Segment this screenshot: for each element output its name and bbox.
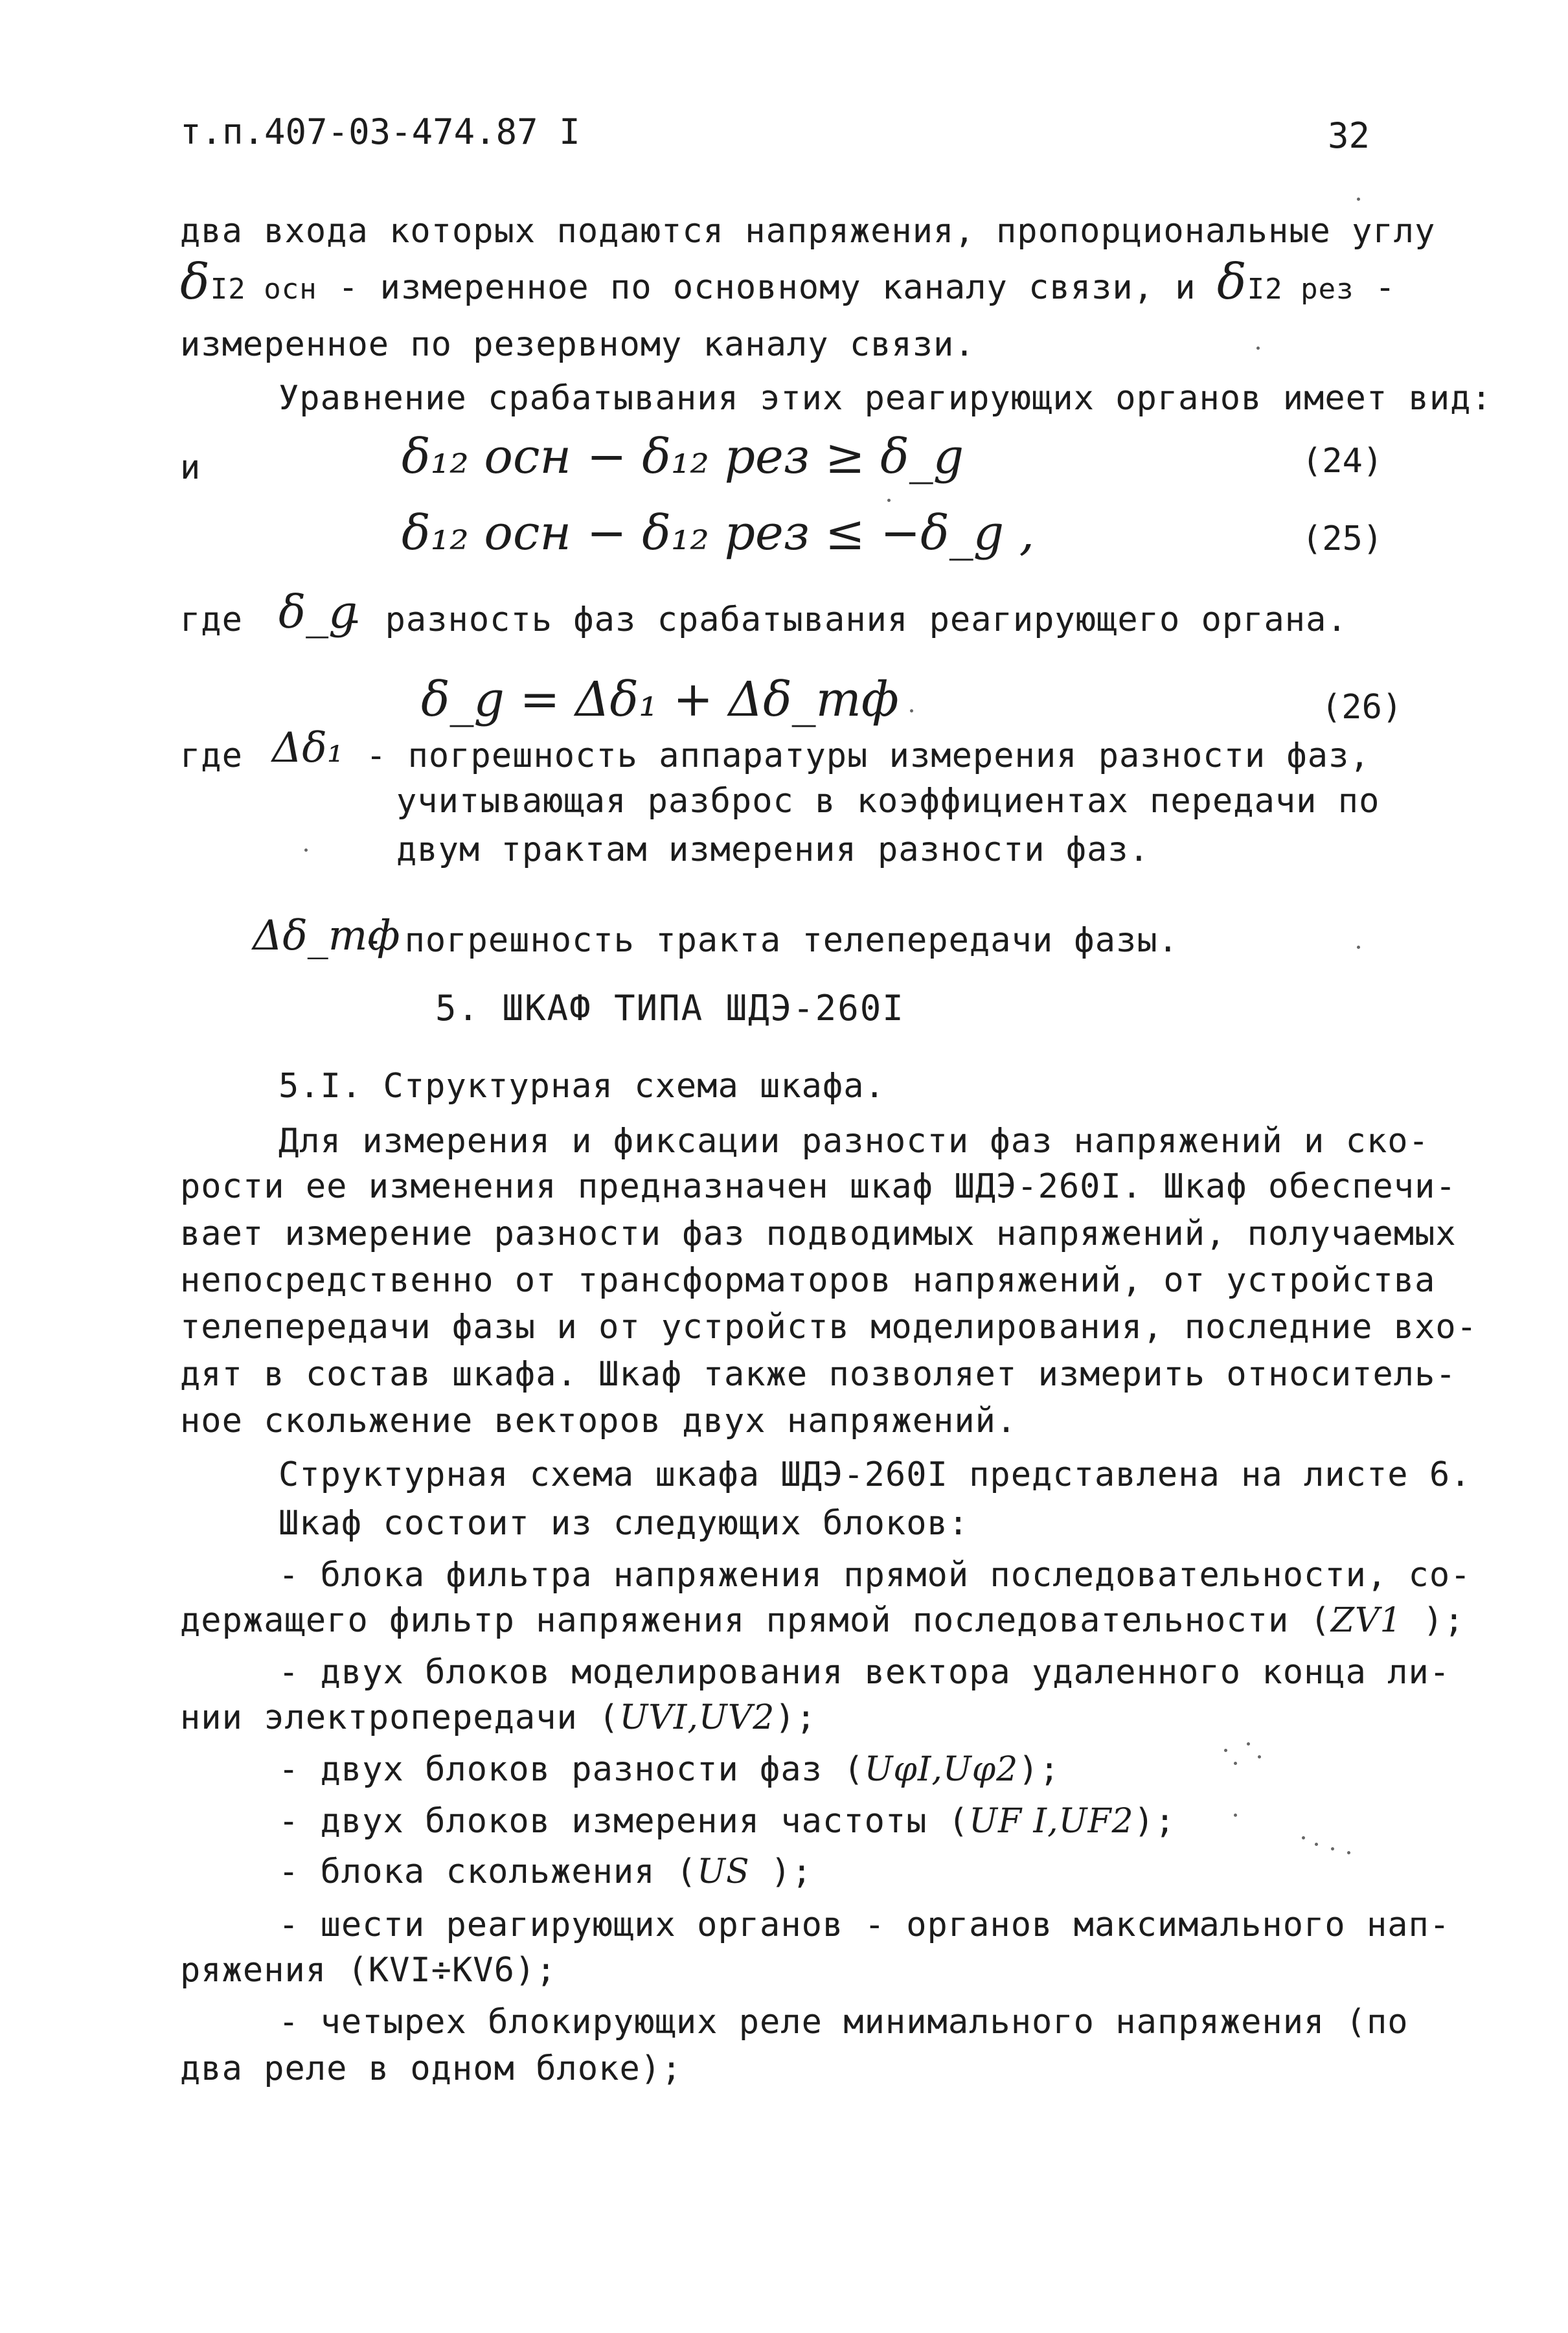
block-item-4-tail: ); <box>1133 1802 1176 1841</box>
paragraph-1-line-5: телепередачи фазы и от устройств моделирования, последние вхо- <box>180 1308 1478 1347</box>
subscript-rez: I2 рез <box>1247 273 1354 306</box>
block-item-1-line-1: - блока фильтра напряжения прямой последовательности, со- <box>278 1556 1471 1595</box>
page-number: 32 <box>1328 115 1370 156</box>
block-item-1-text: держащего фильтр напряжения прямой последовательности ( <box>180 1601 1331 1640</box>
block-item-3-text: - двух блоков разности фаз ( <box>278 1750 865 1789</box>
block-item-2-line-1: - двух блоков моделирования вектора удаленного конца ли- <box>278 1653 1451 1692</box>
scan-speck <box>304 848 308 852</box>
code-uf: UF I,UF2 <box>969 1802 1134 1841</box>
subscript-osn: I2 осн <box>210 273 317 306</box>
scan-speck <box>1258 1755 1261 1758</box>
scan-speck <box>1347 1851 1350 1854</box>
scan-speck <box>910 709 913 712</box>
delta-delta-1-symbol: Δδ₁ <box>272 724 344 772</box>
scan-speck <box>1331 1847 1334 1850</box>
delta-symbol: δ <box>180 253 210 310</box>
scan-speck <box>1234 1762 1237 1765</box>
scan-speck <box>1302 1836 1305 1839</box>
equation-25: δ₁₂ осн − δ₁₂ рез ≤ −δ_g , <box>402 505 1035 561</box>
code-uv: UVI,UV2 <box>619 1698 775 1737</box>
block-item-4-text: - двух блоков измерения частоты ( <box>278 1802 970 1841</box>
paragraph-1-line-4: непосредственно от трансформаторов напряжений, от устройства <box>180 1261 1436 1300</box>
intro-line-2 <box>180 253 1396 310</box>
intro-line-4: Уравнение срабатывания этих реагирующих органов имеет вид: <box>278 379 1492 418</box>
block-item-3 <box>278 1749 1060 1790</box>
paragraph-1-line-6: дят в состав шкафа. Шкаф также позволяет измерить относитель- <box>180 1355 1457 1394</box>
block-item-5-tail: ); <box>749 1852 813 1891</box>
block-item-3-tail: ); <box>1018 1750 1060 1789</box>
paragraph-1-line-2: рости ее изменения предназначен шкаф ШДЭ-260I. Шкаф обеспечи- <box>180 1167 1457 1206</box>
paragraph-1-line-7: ное скольжение векторов двух напряжений. <box>180 1402 1017 1440</box>
where-text-1: - разность фаз срабатывания реагирующего органа. <box>343 600 1348 639</box>
delta-symbol-2: δ <box>1216 253 1247 310</box>
scan-speck <box>1315 1843 1318 1846</box>
section-subheading: 5.I. Структурная схема шкафа. <box>278 1067 885 1106</box>
block-item-2-line-2 <box>180 1697 817 1738</box>
intro-line-1: два входа которых подаются напряжения, пропорциональные углу <box>180 212 1436 251</box>
scan-speck <box>887 499 891 502</box>
paragraph-3: Шкаф состоит из следующих блоков: <box>278 1504 970 1543</box>
where-text-2-line-3: двум трактам измерения разности фаз. <box>396 830 1150 869</box>
block-item-2-text: нии электропередачи ( <box>180 1698 620 1737</box>
where-label-1: где <box>180 600 243 639</box>
equation-26-number: (26) <box>1321 688 1403 727</box>
delta-delta-tf-symbol: Δδ_тф <box>253 912 400 960</box>
block-item-6-line-2: ряжения (KVI÷KV6); <box>180 1951 557 1990</box>
block-item-2-tail: ); <box>775 1698 817 1737</box>
scan-speck <box>1357 946 1360 949</box>
scan-speck <box>1234 1814 1237 1817</box>
paragraph-2: Структурная схема шкафа ШДЭ-260I представлена на листе 6. <box>278 1455 1471 1494</box>
block-item-1-line-2 <box>180 1600 1465 1641</box>
equation-24-number: (24) <box>1302 442 1383 481</box>
document-code: т.п.407-03-474.87 I <box>180 111 580 152</box>
block-item-5 <box>278 1851 813 1893</box>
equation-25-number: (25) <box>1302 519 1383 558</box>
and-word: и <box>180 448 201 487</box>
code-us: US <box>697 1852 750 1891</box>
delta-g-symbol: δ_g <box>278 586 358 639</box>
equation-26: δ_g = Δδ₁ + Δδ_тф <box>421 672 899 727</box>
scan-speck <box>1357 198 1360 201</box>
block-item-7-line-1: - четырех блокирующих реле минимального напряжения (по <box>278 2003 1409 2042</box>
code-zv1: ZV1 <box>1330 1601 1402 1640</box>
where-text-2-line-1: - погрешность аппаратуры измерения разности фаз, <box>366 736 1370 775</box>
where-label-2: где <box>180 736 243 775</box>
section-heading: 5. ШКАФ ТИПА ШДЭ-260I <box>435 988 905 1029</box>
intro-line-3: измеренное по резервному каналу связи. <box>180 325 975 364</box>
scan-speck <box>1224 1749 1227 1752</box>
equation-24: δ₁₂ осн − δ₁₂ рез ≥ δ_g <box>402 429 964 484</box>
scan-speck <box>1256 347 1260 350</box>
block-item-5-text: - блока скольжения ( <box>278 1852 698 1891</box>
scan-speck <box>1247 1742 1250 1746</box>
where-text-2-line-2: учитывающая разброс в коэффициентах передачи по <box>396 782 1380 821</box>
block-item-1-tail: ); <box>1402 1601 1465 1640</box>
code-uphi: UφI,Uφ2 <box>864 1750 1019 1789</box>
intro-line-2-mid: - измеренное по основному каналу связи, и <box>317 268 1217 307</box>
block-item-6-line-1: - шести реагирующих органов - органов максимального нап- <box>278 1906 1451 1944</box>
paragraph-1-line-3: вает измерение разности фаз подводимых напряжений, получаемых <box>180 1214 1457 1253</box>
paragraph-1-line-1: Для измерения и фиксации разности фаз напряжений и ско- <box>278 1122 1429 1161</box>
intro-line-2-end: - <box>1354 268 1396 307</box>
block-item-7-line-2: два реле в одном блоке); <box>180 2049 683 2088</box>
where-text-3: - погрешность тракта телепередачи фазы. <box>363 921 1179 960</box>
block-item-4 <box>278 1801 1176 1842</box>
